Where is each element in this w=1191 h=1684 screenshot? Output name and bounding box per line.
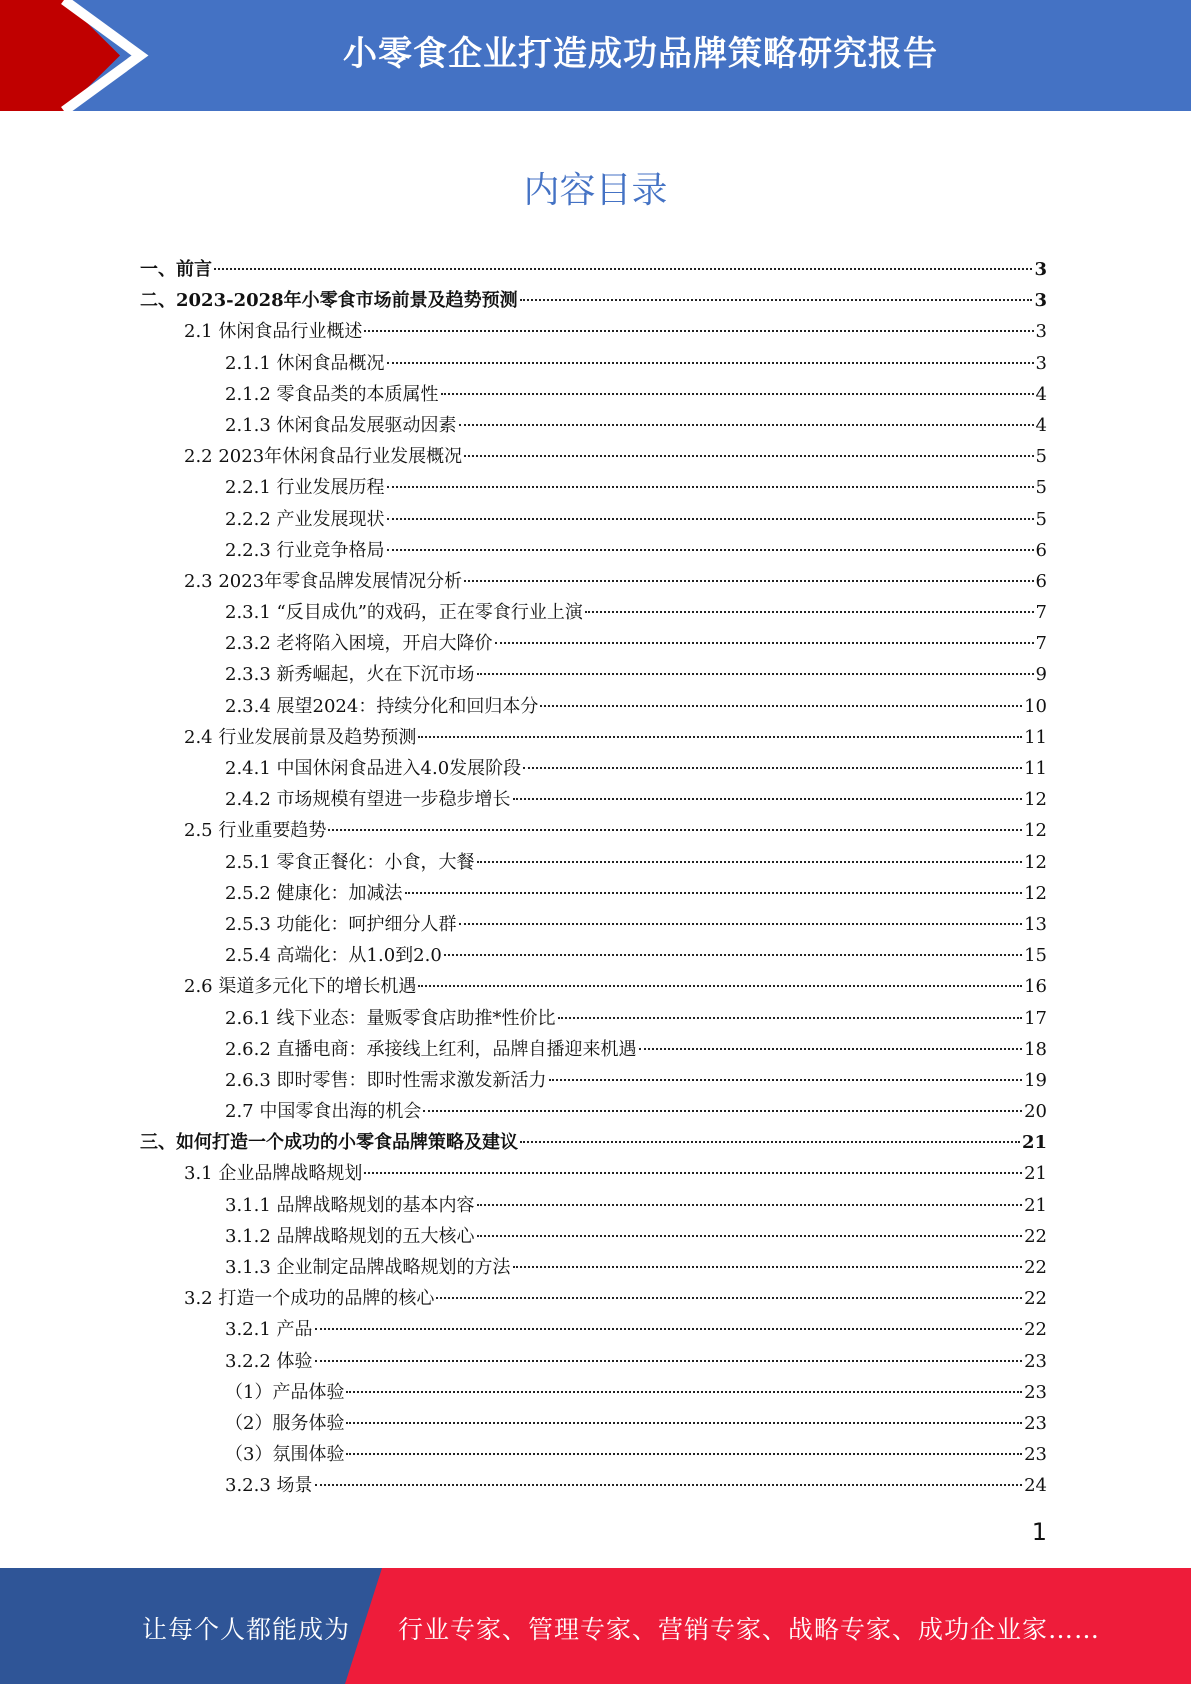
toc-entry-label: 2.5.2 健康化：加减法 [225,882,403,904]
toc-entry-label: 2.4.1 中国休闲食品进入4.0发展阶段 [225,758,522,779]
dot-leader [405,892,1023,894]
toc-entry-label: 2.1.1 休闲食品概况 [225,352,385,374]
dot-leader [346,1453,1022,1455]
toc-entry[interactable] [140,940,1047,971]
toc-entry[interactable] [140,847,1047,878]
toc-entry-label: 2.4 行业发展前景及趋势预测 [184,726,417,748]
toc-entry[interactable] [140,348,1047,379]
toc-entry-label: （2）服务体验 [225,1412,345,1434]
dot-leader [540,705,1022,707]
toc-entry[interactable] [140,628,1047,659]
page-number: 1 [1031,1518,1047,1546]
toc-entry[interactable] [140,1252,1047,1283]
toc-entry-label: 2.5 行业重要趋势 [184,820,327,842]
dot-leader [477,1235,1023,1237]
toc-entry-label: 一、前言 [140,259,212,280]
toc-entry-page: 3 [1035,352,1047,374]
toc-entry-page: 23 [1024,1350,1047,1372]
toc-entry-label: 2.3.3 新秀崛起，火在下沉市场 [225,664,475,686]
toc-entry-page: 22 [1024,1319,1047,1341]
toc-entry-label: 3.1 企业品牌战略规划 [184,1163,363,1185]
toc-entry-label: 2.6 渠道多元化下的增长机遇 [184,976,417,998]
red-arrow-icon [0,0,160,111]
toc-entry[interactable] [140,254,1047,285]
toc-entry[interactable] [140,1034,1047,1065]
toc-entry[interactable] [140,1158,1047,1189]
toc-entry-label: 3.1.1 品牌战略规划的基本内容 [225,1194,475,1216]
dot-leader [423,1110,1022,1112]
toc-entry-page: 11 [1024,758,1047,779]
toc-entry-page: 21 [1021,1132,1047,1154]
toc-entry-label: 3.1.2 品牌战略规划的五大核心 [225,1225,475,1247]
dot-leader [639,1048,1023,1050]
page-header-bar [0,0,1191,111]
toc-entry-page: 24 [1024,1475,1047,1497]
toc-entry-label: 2.1 休闲食品行业概述 [184,321,363,343]
toc-entry-page: 23 [1024,1381,1047,1403]
table-of-contents [140,254,1047,1502]
toc-entry[interactable] [140,1127,1047,1158]
dot-leader [418,985,1022,987]
toc-entry-page: 12 [1024,820,1047,842]
toc-entry[interactable] [140,410,1047,441]
dot-leader [459,424,1034,426]
toc-entry-page: 22 [1024,1225,1047,1247]
toc-entry-label: 2.1.2 零食品类的本质属性 [225,383,439,405]
toc-entry-label: 2.6.1 线下业态：量贩零食店助推*性价比 [225,1007,556,1029]
toc-entry-label: 2.6.2 直播电商：承接线上红利，品牌自播迎来机遇 [225,1038,637,1060]
toc-entry-page: 21 [1024,1163,1047,1185]
toc-entry-label: （3）氛围体验 [225,1444,345,1466]
toc-entry[interactable] [140,1096,1047,1127]
toc-entry-label: 二、2023-2028年小零食市场前景及趋势预测 [140,290,518,312]
toc-entry-page: 17 [1024,1007,1047,1029]
toc-entry-page: 15 [1024,945,1047,967]
toc-entry[interactable] [140,1314,1047,1345]
toc-entry-label: 2.2 2023年休闲食品行业发展概况 [184,446,463,468]
toc-entry-label: 2.5.1 零食正餐化：小食，大餐 [225,851,475,873]
dot-leader [477,673,1034,675]
toc-entry-page: 3 [1034,290,1047,312]
dot-leader [464,455,1033,457]
toc-entry-label: 2.3.2 老将陷入困境，开启大降价 [225,633,493,655]
toc-entry-label: 三、如何打造一个成功的小零食品牌策略及建议 [140,1132,518,1154]
toc-entry[interactable] [140,285,1047,316]
toc-entry[interactable] [140,784,1047,815]
toc-entry-page: 10 [1024,695,1047,717]
dot-leader [444,954,1022,956]
footer-slogan-right: 行业专家、管理专家、营销专家、战略专家、成功企业家…… [398,1615,1101,1644]
toc-entry[interactable] [140,1346,1047,1377]
toc-entry-page: 12 [1024,789,1047,811]
dot-leader [513,798,1023,800]
toc-entry[interactable] [140,691,1047,722]
toc-entry-page: 18 [1024,1038,1047,1060]
dot-leader [418,736,1022,738]
toc-entry[interactable] [140,878,1047,909]
toc-entry-label: 2.3 2023年零食品牌发展情况分析 [184,570,463,592]
toc-entry[interactable] [140,1065,1047,1096]
toc-entry-page: 19 [1024,1069,1047,1091]
toc-entry-label: 3.2.3 场景 [225,1475,313,1497]
dot-leader [387,362,1034,364]
toc-entry-page: 7 [1035,633,1047,655]
dot-leader [346,1391,1022,1393]
toc-entry[interactable] [140,472,1047,503]
toc-entry[interactable] [140,1470,1047,1501]
report-title: 小零食企业打造成功品牌策略研究报告 [343,34,938,74]
toc-entry-label: 3.2 打造一个成功的品牌的核心 [184,1288,435,1310]
toc-entry-page: 5 [1035,446,1047,468]
toc-entry-label: 2.1.3 休闲食品发展驱动因素 [225,414,457,436]
dot-leader [513,1266,1023,1268]
toc-entry-page: 4 [1035,414,1047,436]
toc-entry-label: 2.3.4 展望2024：持续分化和回归本分 [225,695,539,717]
toc-entry-label: 2.2.1 行业发展历程 [225,477,385,499]
toc-entry[interactable] [140,535,1047,566]
toc-entry[interactable] [140,1439,1047,1470]
toc-entry[interactable] [140,722,1047,753]
toc-entry-label: 2.3.1 “反目成仇”的戏码，正在零食行业上演 [225,602,583,624]
dot-leader [459,923,1023,925]
dot-leader [387,549,1034,551]
dot-leader [364,330,1033,332]
dot-leader [328,829,1022,831]
toc-entry[interactable] [140,566,1047,597]
toc-entry-label: 2.4.2 市场规模有望进一步稳步增长 [225,789,511,811]
dot-leader [523,767,1022,769]
dot-leader [585,611,1034,613]
toc-entry[interactable] [140,1377,1047,1408]
toc-entry[interactable] [140,1283,1047,1314]
toc-entry-page: 3 [1034,259,1047,280]
toc-entry-page: 16 [1024,976,1047,998]
toc-entry[interactable] [140,597,1047,628]
dot-leader [441,393,1034,395]
toc-entry-page: 11 [1024,726,1047,748]
toc-entry-page: 6 [1035,570,1047,592]
toc-heading: 内容目录 [523,170,668,211]
toc-entry[interactable] [140,316,1047,347]
toc-entry[interactable] [140,971,1047,1002]
toc-entry-label: （1）产品体验 [225,1381,345,1403]
toc-entry-page: 12 [1024,882,1047,904]
dot-leader [387,518,1034,520]
dot-leader [477,1204,1023,1206]
toc-entry-label: 3.2.1 产品 [225,1319,313,1341]
dot-leader [364,1172,1022,1174]
dot-leader [520,1141,1020,1143]
dot-leader [214,268,1032,270]
dot-leader [387,486,1034,488]
toc-entry-label: 3.2.2 体验 [225,1350,313,1372]
toc-entry-page: 21 [1024,1194,1047,1216]
toc-entry-label: 2.2.2 产业发展现状 [225,508,385,530]
toc-entry-label: 2.7 中国零食出海的机会 [225,1101,422,1123]
toc-entry-page: 4 [1035,383,1047,405]
dot-leader [315,1360,1023,1362]
toc-entry[interactable] [140,1221,1047,1252]
toc-entry-page: 22 [1024,1288,1047,1310]
toc-entry-page: 23 [1024,1412,1047,1434]
toc-entry-label: 2.6.3 即时零售：即时性需求激发新活力 [225,1069,547,1091]
toc-entry-page: 3 [1035,321,1047,343]
toc-entry[interactable] [140,1408,1047,1439]
toc-entry-label: 2.5.4 高端化：从1.0到2.0 [225,945,442,967]
toc-entry-page: 22 [1024,1257,1047,1278]
dot-leader [558,1017,1023,1019]
toc-entry-page: 5 [1035,508,1047,530]
dot-leader [495,642,1034,644]
toc-entry-page: 7 [1035,602,1047,624]
toc-entry-page: 6 [1035,539,1047,561]
toc-entry[interactable] [140,1003,1047,1034]
toc-entry[interactable] [140,753,1047,784]
toc-entry-label: 2.2.3 行业竞争格局 [225,539,385,561]
toc-entry[interactable] [140,659,1047,690]
toc-entry-page: 9 [1035,664,1047,686]
page-footer [0,1568,1191,1684]
toc-entry-page: 5 [1035,477,1047,499]
toc-entry[interactable] [140,815,1047,846]
toc-entry[interactable] [140,504,1047,535]
dot-leader [315,1484,1023,1486]
footer-slogan-left: 让每个人都能成为 [142,1615,351,1644]
dot-leader [346,1422,1022,1424]
toc-entry[interactable] [140,379,1047,410]
toc-entry-page: 12 [1024,851,1047,873]
toc-entry[interactable] [140,441,1047,472]
dot-leader [549,1079,1023,1081]
toc-entry-page: 23 [1024,1444,1047,1466]
dot-leader [477,861,1023,863]
toc-entry-label: 2.5.3 功能化：呵护细分人群 [225,913,457,935]
dot-leader [315,1328,1023,1330]
toc-entry-label: 3.1.3 企业制定品牌战略规划的方法 [225,1257,511,1278]
toc-entry[interactable] [140,909,1047,940]
toc-entry-page: 20 [1024,1101,1047,1123]
toc-entry[interactable] [140,1190,1047,1221]
toc-entry-page: 13 [1024,913,1047,935]
dot-leader [464,580,1033,582]
dot-leader [520,299,1033,301]
dot-leader [436,1297,1022,1299]
